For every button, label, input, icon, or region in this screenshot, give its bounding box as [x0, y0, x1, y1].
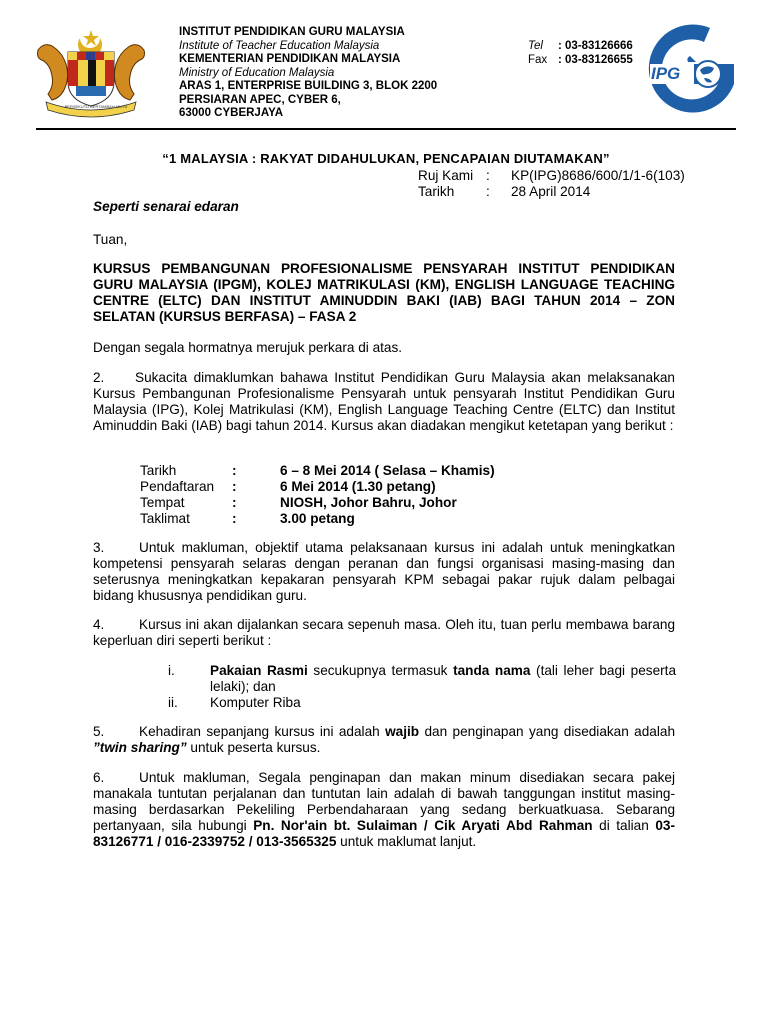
org-name: INSTITUT PENDIDIKAN GURU MALAYSIA: [179, 26, 405, 38]
ministry-name-english: Ministry of Education Malaysia: [179, 66, 335, 79]
schedule-value: 6 – 8 Mei 2014 ( Selasa – Khamis): [280, 463, 495, 478]
paragraph-text: Untuk makluman, Segala penginapan dan makan minum disediakan secara pakej manakala tuntutan perjalanan dan tuntutan lain adalah di bawah tanggungan institut masing-masing berdasarkan Pekeliling Perbendaharaan yang sedang berkuatkuasa. Sebarang pertanyaan, sila hubungi: [93, 770, 675, 833]
list-item-text: Komputer Riba: [210, 695, 301, 710]
paragraph-number: 6.: [93, 770, 105, 785]
schedule-colon: :: [232, 463, 237, 478]
tel-label: Tel: [528, 40, 543, 52]
opening-line: Dengan segala hormatnya merujuk perkara di atas.: [93, 340, 403, 355]
schedule-value: NIOSH, Johor Bahru, Johor: [280, 495, 457, 510]
address-line-3: 63000 CYBERJAYA: [179, 107, 283, 119]
paragraph-text: untuk peserta kursus.: [186, 740, 321, 755]
item-text: secukupnya termasuk: [307, 663, 454, 678]
schedule-value: 3.00 petang: [280, 511, 355, 526]
tel-value: : 03-83126666: [558, 40, 633, 52]
header-divider: [36, 128, 736, 130]
paragraph-text: Sukacita dimaklumkan bahawa Institut Pendidikan Guru Malaysia akan melaksanakan Kursus Pembangunan Profesionalisme Pensyarah untuk pensyarah Institut Pendidikan Guru Malaysia (IPG), Kolej Matrikulasi (KM), English Language Teaching Centre (ELTC) dan Institut Aminuddin Baki (IAB) bagi tahun 2014. Kursus akan diadakan mengikut ketetapan yang berikut :: [93, 370, 675, 433]
ref-colon: :: [486, 168, 490, 183]
schedule-value: 6 Mei 2014 (1.30 petang): [280, 479, 436, 494]
schedule-table: [140, 463, 495, 527]
schedule-colon: :: [232, 495, 237, 510]
schedule-label: Pendaftaran: [140, 479, 215, 494]
paragraph-number: 5.: [93, 724, 105, 739]
contact-phones: 03-83126771 / 016-2339752 / 013-3565325: [93, 818, 675, 849]
item-text: (tali leher bagi peserta lelaki); dan: [210, 663, 677, 694]
ref-label: Ruj Kami: [418, 168, 474, 183]
schedule-label: Tarikh: [140, 463, 177, 478]
schedule-row: [140, 511, 495, 527]
subject-heading: KURSUS PEMBANGUNAN PROFESIONALISME PENSYARAH INSTITUT PENDIDIKAN GURU MALAYSIA (IPGM), KOLEJ MATRIKULASI (KM), ENGLISH LANGUAGE TEACHING CENTRE (ELTC) DAN INSTITUT AMINUDDIN BAKI (IAB) BAGI TAHUN 2014 – ZON SELATAN (KURSUS BERFASA) – FASA 2: [93, 261, 675, 324]
address-line-1: ARAS 1, ENTERPRISE BUILDING 3, BLOK 2200: [179, 80, 438, 92]
ref-value: KP(IPG)8686/600/1/1-6(103): [511, 168, 685, 183]
reference-block: [418, 168, 718, 200]
emphasis-text: wajib: [385, 724, 420, 739]
contact-block: [528, 40, 648, 67]
schedule-colon: :: [232, 511, 237, 526]
item-bold-text: Pakaian Rasmi: [210, 663, 308, 678]
schedule-colon: :: [232, 479, 237, 494]
ipg-logo-text: IPG: [651, 64, 681, 83]
org-name-english: Institute of Teacher Education Malaysia: [179, 39, 380, 52]
paragraph-6: [93, 770, 675, 850]
schedule-label: Tempat: [140, 495, 185, 510]
list-item-text: [210, 663, 676, 695]
paragraph-text: untuk maklumat lanjut.: [336, 834, 477, 849]
date-colon: :: [486, 184, 490, 199]
items-list: [168, 663, 676, 711]
slogan: “1 MALAYSIA : RAKYAT DIDAHULUKAN, PENCAPAIAN DIUTAMAKAN”: [162, 151, 610, 166]
date-value: 28 April 2014: [511, 184, 591, 199]
schedule-row: [140, 495, 495, 511]
salutation: Tuan,: [93, 232, 128, 247]
paragraph-5: [93, 724, 675, 756]
paragraph-number: 2.: [93, 370, 105, 385]
list-item-number: i.: [168, 663, 175, 678]
paragraph-text: Untuk makluman, objektif utama pelaksanaan kursus ini adalah untuk meningkatkan kompetensi pensyarah selaras dengan peranan dan fungsi organisasi masing-masing dan seterusnya meningkatkan kepakaran pensyarah KPM sebagai pakar rujuk dalam pelbagai bidang khususnya pendidikan guru.: [93, 540, 675, 603]
ipg-logo-icon: [648, 24, 738, 116]
list-item: [168, 663, 676, 695]
letterhead-address: [179, 26, 499, 121]
paragraph-number: 4.: [93, 617, 105, 632]
recipient: Seperti senarai edaran: [93, 199, 239, 214]
ministry-name: KEMENTERIAN PENDIDIKAN MALAYSIA: [179, 53, 401, 65]
paragraph-number: 3.: [93, 540, 105, 555]
address-line-2: PERSIARAN APEC, CYBER 6,: [179, 93, 341, 106]
fax-value: : 03-83126655: [558, 53, 633, 66]
contact-names: Pn. Nor'ain bt. Sulaiman / Cik Aryati Abd Rahman: [253, 818, 593, 833]
paragraph-text: di talian: [592, 818, 656, 833]
date-label: Tarikh: [418, 184, 455, 199]
list-item: [168, 695, 676, 711]
schedule-row: [140, 463, 495, 479]
emphasis-text: ”twin sharing”: [93, 740, 187, 755]
paragraph-4: [93, 617, 675, 649]
paragraph-text: Kehadiran sepanjang kursus ini adalah: [139, 724, 386, 739]
fax-label: Fax: [528, 53, 548, 66]
paragraph-text: Kursus ini akan dijalankan secara sepenuh masa. Oleh itu, tuan perlu membawa barang keperluan diri seperti berikut :: [93, 617, 675, 648]
schedule-row: [140, 479, 495, 495]
paragraph-3: [93, 540, 675, 604]
item-bold-text: tanda nama: [453, 663, 531, 678]
schedule-label: Taklimat: [140, 511, 190, 526]
paragraph-2: [93, 370, 675, 434]
crest-motto: BERSEKUTU BERTAMBAH MUTU: [64, 104, 128, 109]
paragraph-text: dan penginapan yang disediakan adalah: [419, 724, 676, 739]
list-item-number: ii.: [168, 695, 178, 710]
